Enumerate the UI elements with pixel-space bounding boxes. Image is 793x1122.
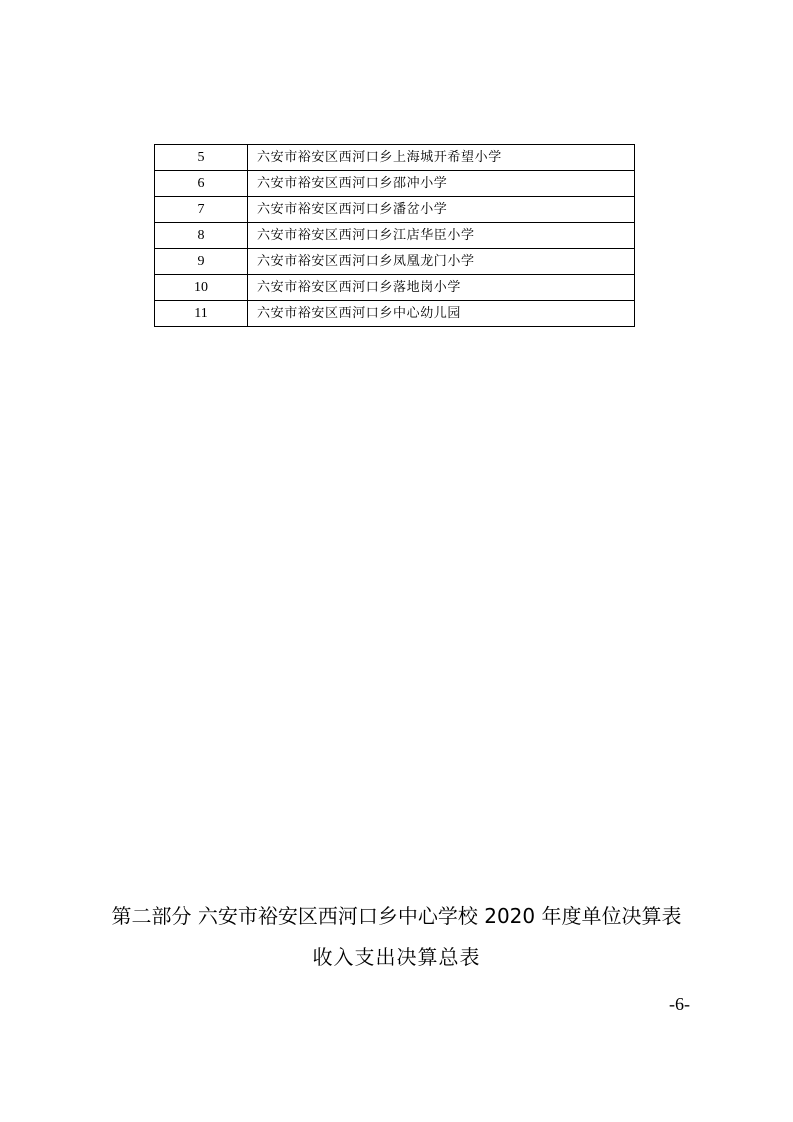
table-row <box>155 301 635 327</box>
page-number: -6- <box>669 994 690 1014</box>
unit-name: 六安市裕安区西河口乡落地岗小学 <box>248 275 635 301</box>
unit-name: 六安市裕安区西河口乡上海城开希望小学 <box>248 145 635 171</box>
unit-name: 六安市裕安区西河口乡江店华臣小学 <box>248 223 635 249</box>
table-row <box>155 145 635 171</box>
table-row <box>155 275 635 301</box>
unit-name: 六安市裕安区西河口乡邵冲小学 <box>248 171 635 197</box>
unit-name: 六安市裕安区西河口乡中心幼儿园 <box>248 301 635 327</box>
unit-list-table <box>154 144 635 327</box>
row-number: 8 <box>155 223 248 249</box>
table-row <box>155 249 635 275</box>
row-number: 10 <box>155 275 248 301</box>
table-row <box>155 197 635 223</box>
row-number: 6 <box>155 171 248 197</box>
row-number: 5 <box>155 145 248 171</box>
row-number: 11 <box>155 301 248 327</box>
section-subheading: 收入支出决算总表 <box>312 945 481 969</box>
table-row <box>155 223 635 249</box>
row-number: 7 <box>155 197 248 223</box>
section-heading: 第二部分 六安市裕安区西河口乡中心学校 2020 年度单位决算表 <box>111 904 682 928</box>
unit-name: 六安市裕安区西河口乡潘岔小学 <box>248 197 635 223</box>
row-number: 9 <box>155 249 248 275</box>
unit-name: 六安市裕安区西河口乡凤凰龙门小学 <box>248 249 635 275</box>
table-row <box>155 171 635 197</box>
